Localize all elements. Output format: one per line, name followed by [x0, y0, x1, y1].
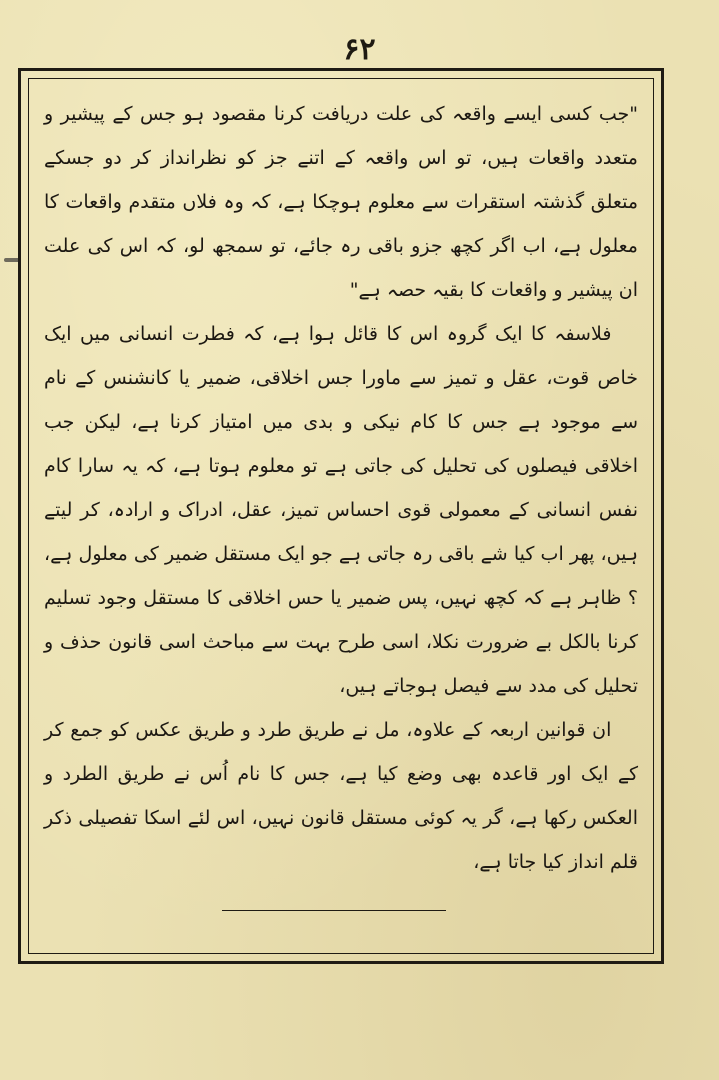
section-end-rule	[222, 910, 446, 911]
body-text	[44, 92, 638, 932]
quoted-paragraph: "جب کسی ایسے واقعہ کی علت دریافت کرنا مقصود ہو جس کے پیشیر و متعدد واقعات ہیں، تو اس واقعہ کے اتنے جز کو نظرانداز کر دو جسکے متعلق گذشتہ استقرات سے معلوم ہوچکا ہے، کہ وہ فلاں متقدم واقعات کا معلول ہے، اب اگر کچھ جزو باقی رہ جائے، تو سمجھ لو، کہ اس کی علت ان پیشیر و واقعات کا بقیہ حصہ ہے"	[44, 103, 638, 301]
page-number: ۶۲	[343, 32, 376, 67]
paragraph-conscience: فلاسفہ کا ایک گروہ اس کا قائل ہوا ہے، کہ فطرت انسانی میں ایک خاص قوت، عقل و تمیز سے ماورا جس اخلاقی، ضمیر یا کانشنس کے نام سے موجود ہے جس کا کام نیکی و بدی میں امتیاز کرنا ہے، لیکن جب اخلاقی فیصلوں کی تحلیل کی جاتی ہے تو معلوم ہوتا ہے، کہ یہ سارا کام نفس انسانی کے معمولی قوی احساس تمیز، عقل، ادراک و ارادہ، کر لیتے ہیں، پھر اب کیا شے باقی رہ جاتی ہے جو ایک مستقل ضمیر کی معلول ہے، ؟ ظاہر ہے کہ کچھ نہیں، پس ضمیر یا حس اخلاقی کا مستقل وجود تسلیم کرنا بالکل بے ضرورت نکلا، اسی طرح بہت سے مباحث اسی قانون حذف و تحلیل کی مدد سے فیصل ہوجاتے ہیں،	[44, 323, 638, 697]
paragraph-four-laws: ان قوانین اربعہ کے علاوہ، مل نے طریق طرد و طریق عکس کو جمع کر کے ایک اور قاعدہ بھی وضع کیا ہے، جس کا نام اُس نے طریق الطرد و العکس رکھا ہے، گر یہ کوئی مستقل قانون نہیں، اس لئے اسکا تفصیلی ذکر قلم انداز کیا جاتا ہے،	[44, 719, 638, 873]
